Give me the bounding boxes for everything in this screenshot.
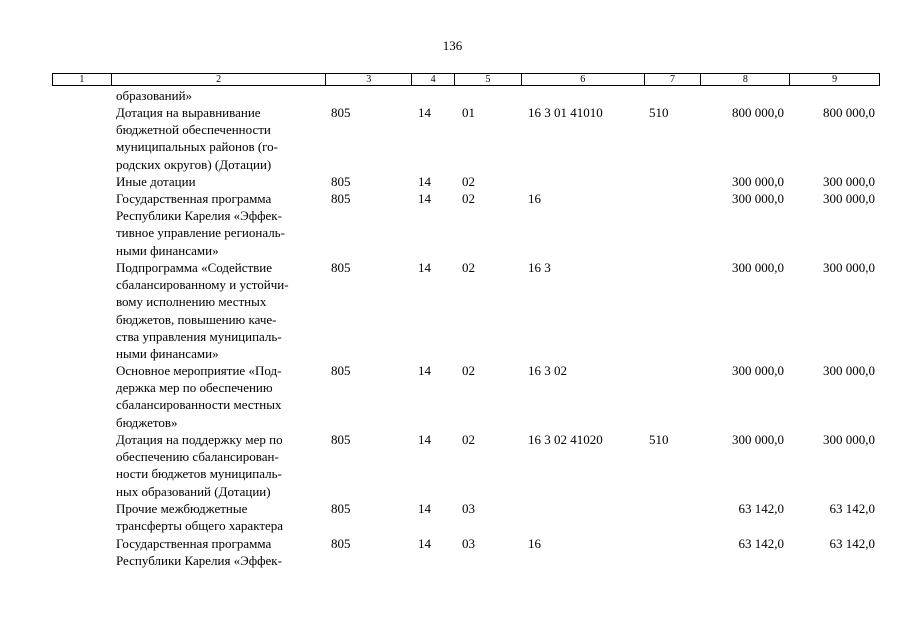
row-amount-year-1: 63 142,0 <box>738 536 784 551</box>
row-target-article: 16 3 02 41020 <box>528 432 603 447</box>
row-amount-year-2: 300 000,0 <box>823 432 875 447</box>
header-col-7: 7 <box>645 74 702 85</box>
row-name: Подпрограмма «Содействие сбалансированному и устойчи- вому исполнению местных бюджетов, повышению каче- ства управления муниципаль- ными финансами» <box>116 260 289 362</box>
row-section: 14 <box>418 191 431 206</box>
row-amount-year-1: 300 000,0 <box>732 174 784 189</box>
row-subsection: 03 <box>462 536 475 551</box>
row-section: 14 <box>418 174 431 189</box>
table-row <box>0 535 905 570</box>
header-col-4: 4 <box>412 74 455 85</box>
row-name: Иные дотации <box>116 174 196 189</box>
row-amount-year-2: 63 142,0 <box>829 536 875 551</box>
header-col-3: 3 <box>326 74 412 85</box>
header-col-9: 9 <box>832 74 838 85</box>
row-subsection: 02 <box>462 174 475 189</box>
table-row <box>0 87 905 104</box>
row-target-article: 16 <box>528 536 541 551</box>
row-target-article: 16 <box>528 191 541 206</box>
table-row <box>0 173 905 190</box>
row-grbs: 805 <box>331 363 351 378</box>
table-row <box>0 362 905 431</box>
row-amount-year-2: 800 000,0 <box>823 105 875 120</box>
row-amount-year-2: 300 000,0 <box>823 191 875 206</box>
row-subsection: 02 <box>462 432 475 447</box>
row-amount-year-2: 300 000,0 <box>823 260 875 275</box>
header-col-8: 8 <box>701 74 790 85</box>
table-row <box>0 104 905 173</box>
row-expense-type: 510 <box>649 432 669 447</box>
table-row <box>0 500 905 535</box>
row-name: Государственная программа Республики Карелия «Эффек- <box>116 536 282 569</box>
page-number: 136 <box>442 38 463 53</box>
header-col-5: 5 <box>455 74 522 85</box>
row-grbs: 805 <box>331 536 351 551</box>
row-section: 14 <box>418 501 431 516</box>
row-expense-type: 510 <box>649 105 669 120</box>
row-amount-year-1: 300 000,0 <box>732 432 784 447</box>
row-grbs: 805 <box>331 105 351 120</box>
row-grbs: 805 <box>331 174 351 189</box>
row-name: Прочие межбюджетные трансферты общего характера <box>116 501 284 534</box>
row-section: 14 <box>418 363 431 378</box>
row-target-article: 16 3 <box>528 260 551 275</box>
row-section: 14 <box>418 260 431 275</box>
row-target-article: 16 3 01 41010 <box>528 105 603 120</box>
row-subsection: 02 <box>462 260 475 275</box>
row-subsection: 02 <box>462 363 475 378</box>
row-subsection: 03 <box>462 501 475 516</box>
row-section: 14 <box>418 432 431 447</box>
row-name: Основное мероприятие «Под- держка мер по обеспечению сбалансированности местных бюджетов» <box>116 363 282 430</box>
table-row <box>0 259 905 362</box>
row-target-article: 16 3 02 <box>528 363 567 378</box>
row-name: Дотация на поддержку мер по обеспечению сбалансирован- ности бюджетов муниципаль- ных образований (Дотации) <box>116 432 283 499</box>
row-grbs: 805 <box>331 432 351 447</box>
table-row <box>0 431 905 500</box>
row-amount-year-2: 63 142,0 <box>829 501 875 516</box>
row-amount-year-1: 300 000,0 <box>732 363 784 378</box>
row-amount-year-1: 63 142,0 <box>738 501 784 516</box>
row-grbs: 805 <box>331 501 351 516</box>
row-name: Государственная программа Республики Карелия «Эффек- тивное управление региональ- ными финансами» <box>116 191 285 258</box>
row-amount-year-1: 300 000,0 <box>732 260 784 275</box>
row-grbs: 805 <box>331 260 351 275</box>
header-col-2: 2 <box>112 74 326 85</box>
row-amount-year-1: 300 000,0 <box>732 191 784 206</box>
table-row <box>0 190 905 259</box>
row-amount-year-2: 300 000,0 <box>823 174 875 189</box>
row-subsection: 01 <box>462 105 475 120</box>
row-name: Дотация на выравнивание бюджетной обеспеченности муниципальных районов (го- родских округов) (Дотации) <box>116 105 278 172</box>
row-amount-year-1: 800 000,0 <box>732 105 784 120</box>
header-col-1: 1 <box>53 74 112 85</box>
row-grbs: 805 <box>331 191 351 206</box>
table-header <box>52 73 880 86</box>
row-amount-year-2: 300 000,0 <box>823 363 875 378</box>
table-body <box>0 87 905 570</box>
row-name: образований» <box>116 88 193 103</box>
row-section: 14 <box>418 105 431 120</box>
row-subsection: 02 <box>462 191 475 206</box>
row-section: 14 <box>418 536 431 551</box>
header-col-6: 6 <box>522 74 645 85</box>
